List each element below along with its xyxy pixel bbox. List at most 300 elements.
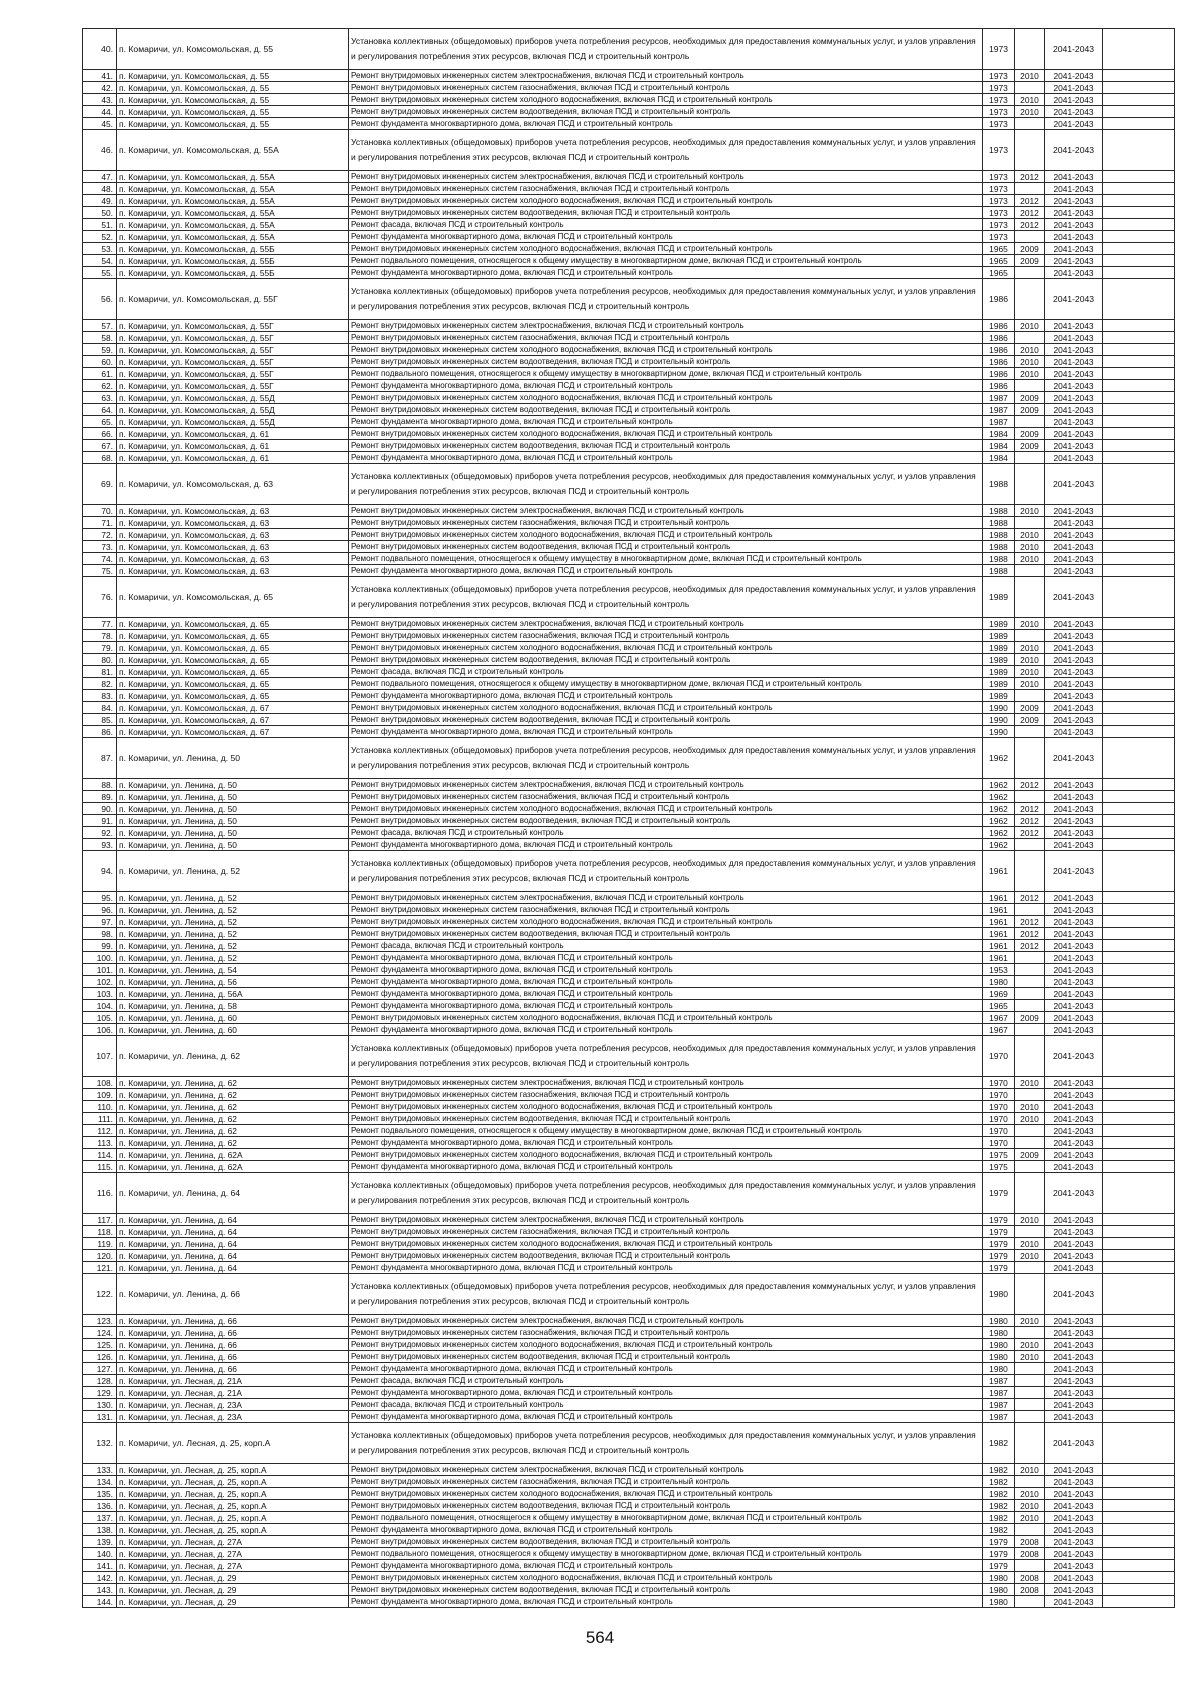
table-row <box>83 1399 1175 1411</box>
empty-cell <box>1103 1548 1175 1560</box>
table-row <box>83 916 1175 928</box>
address-cell: п. Комаричи, ул. Комсомольская, д. 55Г <box>117 368 349 380</box>
year-built-cell: 1970 <box>983 1125 1015 1137</box>
table-row <box>83 1036 1175 1077</box>
last-repair-year-cell: 2009 <box>1015 392 1045 404</box>
work-type-cell: Ремонт подвального помещения, относящегося к общему имуществу в многоквартирном доме, включая ПСД и строительный контроль <box>349 553 983 565</box>
row-number: 41. <box>83 70 117 82</box>
year-built-cell: 1967 <box>983 1024 1015 1036</box>
empty-cell <box>1103 464 1175 505</box>
empty-cell <box>1103 839 1175 851</box>
last-repair-year-cell <box>1015 1363 1045 1375</box>
year-built-cell: 1987 <box>983 416 1015 428</box>
work-type-cell: Ремонт внутридомовых инженерных систем газоснабжения, включая ПСД и строительный контроль <box>349 183 983 195</box>
year-built-cell: 1970 <box>983 1036 1015 1077</box>
empty-cell <box>1103 1375 1175 1387</box>
empty-cell <box>1103 243 1175 255</box>
empty-cell <box>1103 1560 1175 1572</box>
last-repair-year-cell <box>1015 738 1045 779</box>
last-repair-year-cell <box>1015 690 1045 702</box>
row-number: 132. <box>83 1423 117 1464</box>
year-built-cell: 1979 <box>983 1536 1015 1548</box>
row-number: 137. <box>83 1512 117 1524</box>
address-cell: п. Комаричи, ул. Ленина, д. 54 <box>117 964 349 976</box>
empty-cell <box>1103 916 1175 928</box>
work-type-cell: Ремонт внутридомовых инженерных систем холодного водоснабжения, включая ПСД и строительный контроль <box>349 1488 983 1500</box>
table-row <box>83 1411 1175 1423</box>
work-type-cell: Ремонт фундамента многоквартирного дома, включая ПСД и строительный контроль <box>349 976 983 988</box>
last-repair-year-cell: 2010 <box>1015 1101 1045 1113</box>
planned-period-cell: 2041-2043 <box>1045 1250 1103 1262</box>
table-row <box>83 851 1175 892</box>
planned-period-cell: 2041-2043 <box>1045 1315 1103 1327</box>
address-cell: п. Комаричи, ул. Ленина, д. 52 <box>117 916 349 928</box>
planned-period-cell: 2041-2043 <box>1045 219 1103 231</box>
last-repair-year-cell <box>1015 976 1045 988</box>
planned-period-cell: 2041-2043 <box>1045 183 1103 195</box>
year-built-cell: 1965 <box>983 267 1015 279</box>
empty-cell <box>1103 1125 1175 1137</box>
year-built-cell: 1962 <box>983 815 1015 827</box>
work-type-cell: Ремонт внутридомовых инженерных систем холодного водоснабжения, включая ПСД и строительный контроль <box>349 916 983 928</box>
last-repair-year-cell <box>1015 630 1045 642</box>
planned-period-cell: 2041-2043 <box>1045 464 1103 505</box>
empty-cell <box>1103 928 1175 940</box>
row-number: 49. <box>83 195 117 207</box>
work-type-cell: Ремонт фундамента многоквартирного дома, включая ПСД и строительный контроль <box>349 1262 983 1274</box>
last-repair-year-cell: 2010 <box>1015 1250 1045 1262</box>
address-cell: п. Комаричи, ул. Комсомольская, д. 55 <box>117 29 349 70</box>
work-type-cell: Ремонт внутридомовых инженерных систем холодного водоснабжения, включая ПСД и строительный контроль <box>349 392 983 404</box>
empty-cell <box>1103 94 1175 106</box>
work-type-cell: Ремонт фундамента многоквартирного дома, включая ПСД и строительный контроль <box>349 952 983 964</box>
row-number: 65. <box>83 416 117 428</box>
year-built-cell: 1986 <box>983 356 1015 368</box>
address-cell: п. Комаричи, ул. Лесная, д. 23А <box>117 1399 349 1411</box>
planned-period-cell: 2041-2043 <box>1045 320 1103 332</box>
year-built-cell: 1973 <box>983 130 1015 171</box>
address-cell: п. Комаричи, ул. Комсомольская, д. 55 <box>117 118 349 130</box>
last-repair-year-cell <box>1015 183 1045 195</box>
row-number: 62. <box>83 380 117 392</box>
address-cell: п. Комаричи, ул. Комсомольская, д. 55А <box>117 130 349 171</box>
last-repair-year-cell <box>1015 1161 1045 1173</box>
planned-period-cell: 2041-2043 <box>1045 803 1103 815</box>
address-cell: п. Комаричи, ул. Ленина, д. 50 <box>117 791 349 803</box>
work-type-cell: Ремонт внутридомовых инженерных систем газоснабжения, включая ПСД и строительный контроль <box>349 82 983 94</box>
last-repair-year-cell: 2010 <box>1015 1464 1045 1476</box>
row-number: 141. <box>83 1560 117 1572</box>
row-number: 118. <box>83 1226 117 1238</box>
empty-cell <box>1103 654 1175 666</box>
last-repair-year-cell <box>1015 231 1045 243</box>
empty-cell <box>1103 255 1175 267</box>
empty-cell <box>1103 1149 1175 1161</box>
empty-cell <box>1103 380 1175 392</box>
table-row <box>83 380 1175 392</box>
address-cell: п. Комаричи, ул. Комсомольская, д. 63 <box>117 541 349 553</box>
address-cell: п. Комаричи, ул. Ленина, д. 62 <box>117 1137 349 1149</box>
planned-period-cell: 2041-2043 <box>1045 368 1103 380</box>
table-row <box>83 1149 1175 1161</box>
table-row <box>83 243 1175 255</box>
work-type-cell: Ремонт подвального помещения, относящегося к общему имуществу в многоквартирном доме, включая ПСД и строительный контроль <box>349 255 983 267</box>
address-cell: п. Комаричи, ул. Ленина, д. 64 <box>117 1214 349 1226</box>
table-row <box>83 1000 1175 1012</box>
last-repair-year-cell <box>1015 1089 1045 1101</box>
row-number: 46. <box>83 130 117 171</box>
planned-period-cell: 2041-2043 <box>1045 976 1103 988</box>
table-row <box>83 702 1175 714</box>
work-type-cell: Установка коллективных (общедомовых) приборов учета потребления ресурсов, необходимых для предоставления коммунальных услуг, и узлов управления и регулирования потребления этих ресурсов, включая ПСД и строительный контроль <box>349 29 983 70</box>
empty-cell <box>1103 1476 1175 1488</box>
row-number: 87. <box>83 738 117 779</box>
year-built-cell: 1961 <box>983 916 1015 928</box>
empty-cell <box>1103 452 1175 464</box>
address-cell: п. Комаричи, ул. Комсомольская, д. 55Б <box>117 243 349 255</box>
work-type-cell: Ремонт внутридомовых инженерных систем электроснабжения, включая ПСД и строительный контроль <box>349 618 983 630</box>
planned-period-cell: 2041-2043 <box>1045 171 1103 183</box>
table-row <box>83 356 1175 368</box>
work-type-cell: Ремонт фундамента многоквартирного дома, включая ПСД и строительный контроль <box>349 726 983 738</box>
last-repair-year-cell: 2012 <box>1015 207 1045 219</box>
year-built-cell: 1982 <box>983 1476 1015 1488</box>
work-type-cell: Ремонт фасада, включая ПСД и строительный контроль <box>349 666 983 678</box>
last-repair-year-cell <box>1015 577 1045 618</box>
row-number: 102. <box>83 976 117 988</box>
row-number: 96. <box>83 904 117 916</box>
empty-cell <box>1103 505 1175 517</box>
last-repair-year-cell <box>1015 1000 1045 1012</box>
row-number: 94. <box>83 851 117 892</box>
year-built-cell: 1970 <box>983 1113 1015 1125</box>
planned-period-cell: 2041-2043 <box>1045 1536 1103 1548</box>
empty-cell <box>1103 1274 1175 1315</box>
empty-cell <box>1103 1351 1175 1363</box>
table-row <box>83 553 1175 565</box>
last-repair-year-cell: 2012 <box>1015 219 1045 231</box>
year-built-cell: 1988 <box>983 529 1015 541</box>
table-row <box>83 803 1175 815</box>
work-type-cell: Установка коллективных (общедомовых) приборов учета потребления ресурсов, необходимых для предоставления коммунальных услуг, и узлов управления и регулирования потребления этих ресурсов, включая ПСД и строительный контроль <box>349 130 983 171</box>
year-built-cell: 1973 <box>983 207 1015 219</box>
address-cell: п. Комаричи, ул. Ленина, д. 66 <box>117 1339 349 1351</box>
work-type-cell: Ремонт внутридомовых инженерных систем водоотведения, включая ПСД и строительный контроль <box>349 440 983 452</box>
planned-period-cell: 2041-2043 <box>1045 82 1103 94</box>
address-cell: п. Комаричи, ул. Комсомольская, д. 55 <box>117 70 349 82</box>
empty-cell <box>1103 1584 1175 1596</box>
last-repair-year-cell <box>1015 904 1045 916</box>
work-type-cell: Ремонт внутридомовых инженерных систем газоснабжения, включая ПСД и строительный контроль <box>349 1089 983 1101</box>
last-repair-year-cell <box>1015 851 1045 892</box>
row-number: 110. <box>83 1101 117 1113</box>
address-cell: п. Комаричи, ул. Комсомольская, д. 65 <box>117 630 349 642</box>
last-repair-year-cell <box>1015 1560 1045 1572</box>
empty-cell <box>1103 1101 1175 1113</box>
year-built-cell: 1979 <box>983 1250 1015 1262</box>
table-row <box>83 1375 1175 1387</box>
address-cell: п. Комаричи, ул. Комсомольская, д. 55Д <box>117 416 349 428</box>
last-repair-year-cell <box>1015 130 1045 171</box>
planned-period-cell: 2041-2043 <box>1045 243 1103 255</box>
last-repair-year-cell: 2010 <box>1015 1113 1045 1125</box>
work-type-cell: Ремонт подвального помещения, относящегося к общему имуществу в многоквартирном доме, включая ПСД и строительный контроль <box>349 1125 983 1137</box>
table-row <box>83 666 1175 678</box>
last-repair-year-cell: 2012 <box>1015 916 1045 928</box>
address-cell: п. Комаричи, ул. Комсомольская, д. 55Д <box>117 404 349 416</box>
last-repair-year-cell <box>1015 988 1045 1000</box>
table-row <box>83 791 1175 803</box>
empty-cell <box>1103 1572 1175 1584</box>
empty-cell <box>1103 332 1175 344</box>
year-built-cell: 1973 <box>983 195 1015 207</box>
empty-cell <box>1103 231 1175 243</box>
year-built-cell: 1982 <box>983 1423 1015 1464</box>
address-cell: п. Комаричи, ул. Ленина, д. 62 <box>117 1089 349 1101</box>
planned-period-cell: 2041-2043 <box>1045 1101 1103 1113</box>
table-row <box>83 1274 1175 1315</box>
table-row <box>83 642 1175 654</box>
planned-period-cell: 2041-2043 <box>1045 195 1103 207</box>
work-type-cell: Установка коллективных (общедомовых) приборов учета потребления ресурсов, необходимых для предоставления коммунальных услуг, и узлов управления и регулирования потребления этих ресурсов, включая ПСД и строительный контроль <box>349 1036 983 1077</box>
year-built-cell: 1979 <box>983 1238 1015 1250</box>
row-number: 78. <box>83 630 117 642</box>
year-built-cell: 1987 <box>983 1399 1015 1411</box>
year-built-cell: 1970 <box>983 1089 1015 1101</box>
work-type-cell: Ремонт внутридомовых инженерных систем газоснабжения, включая ПСД и строительный контроль <box>349 517 983 529</box>
address-cell: п. Комаричи, ул. Комсомольская, д. 55А <box>117 195 349 207</box>
address-cell: п. Комаричи, ул. Ленина, д. 66 <box>117 1274 349 1315</box>
row-number: 125. <box>83 1339 117 1351</box>
work-type-cell: Ремонт фундамента многоквартирного дома, включая ПСД и строительный контроль <box>349 452 983 464</box>
work-type-cell: Ремонт внутридомовых инженерных систем холодного водоснабжения, включая ПСД и строительный контроль <box>349 344 983 356</box>
work-type-cell: Ремонт внутридомовых инженерных систем водоотведения, включая ПСД и строительный контроль <box>349 356 983 368</box>
row-number: 68. <box>83 452 117 464</box>
last-repair-year-cell: 2010 <box>1015 1238 1045 1250</box>
planned-period-cell: 2041-2043 <box>1045 678 1103 690</box>
row-number: 83. <box>83 690 117 702</box>
row-number: 91. <box>83 815 117 827</box>
table-row <box>83 517 1175 529</box>
table-row <box>83 1214 1175 1226</box>
work-type-cell: Ремонт внутридомовых инженерных систем газоснабжения, включая ПСД и строительный контроль <box>349 332 983 344</box>
planned-period-cell: 2041-2043 <box>1045 1524 1103 1536</box>
planned-period-cell: 2041-2043 <box>1045 207 1103 219</box>
address-cell: п. Комаричи, ул. Комсомольская, д. 55А <box>117 231 349 243</box>
table-row <box>83 404 1175 416</box>
work-type-cell: Установка коллективных (общедомовых) приборов учета потребления ресурсов, необходимых для предоставления коммунальных услуг, и узлов управления и регулирования потребления этих ресурсов, включая ПСД и строительный контроль <box>349 738 983 779</box>
work-type-cell: Установка коллективных (общедомовых) приборов учета потребления ресурсов, необходимых для предоставления коммунальных услуг, и узлов управления и регулирования потребления этих ресурсов, включая ПСД и строительный контроль <box>349 1423 983 1464</box>
work-type-cell: Ремонт внутридомовых инженерных систем электроснабжения, включая ПСД и строительный контроль <box>349 320 983 332</box>
row-number: 142. <box>83 1572 117 1584</box>
year-built-cell: 1984 <box>983 440 1015 452</box>
planned-period-cell: 2041-2043 <box>1045 380 1103 392</box>
address-cell: п. Комаричи, ул. Ленина, д. 50 <box>117 738 349 779</box>
year-built-cell: 1987 <box>983 404 1015 416</box>
year-built-cell: 1973 <box>983 171 1015 183</box>
empty-cell <box>1103 678 1175 690</box>
last-repair-year-cell <box>1015 1411 1045 1423</box>
table-row <box>83 1548 1175 1560</box>
year-built-cell: 1962 <box>983 791 1015 803</box>
address-cell: п. Комаричи, ул. Ленина, д. 62А <box>117 1161 349 1173</box>
empty-cell <box>1103 1137 1175 1149</box>
year-built-cell: 1987 <box>983 1387 1015 1399</box>
table-row <box>83 726 1175 738</box>
work-type-cell: Ремонт внутридомовых инженерных систем газоснабжения, включая ПСД и строительный контроль <box>349 1226 983 1238</box>
planned-period-cell: 2041-2043 <box>1045 1351 1103 1363</box>
last-repair-year-cell <box>1015 1399 1045 1411</box>
planned-period-cell: 2041-2043 <box>1045 1572 1103 1584</box>
planned-period-cell: 2041-2043 <box>1045 1596 1103 1608</box>
row-number: 43. <box>83 94 117 106</box>
work-type-cell: Ремонт фундамента многоквартирного дома, включая ПСД и строительный контроль <box>349 231 983 243</box>
planned-period-cell: 2041-2043 <box>1045 1262 1103 1274</box>
planned-period-cell: 2041-2043 <box>1045 1399 1103 1411</box>
work-type-cell: Ремонт фундамента многоквартирного дома, включая ПСД и строительный контроль <box>349 565 983 577</box>
address-cell: п. Комаричи, ул. Ленина, д. 50 <box>117 779 349 791</box>
table-row <box>83 70 1175 82</box>
last-repair-year-cell: 2010 <box>1015 654 1045 666</box>
empty-cell <box>1103 344 1175 356</box>
year-built-cell: 1982 <box>983 1488 1015 1500</box>
table-row <box>83 690 1175 702</box>
planned-period-cell: 2041-2043 <box>1045 118 1103 130</box>
empty-cell <box>1103 1411 1175 1423</box>
table-row <box>83 1327 1175 1339</box>
table-row <box>83 565 1175 577</box>
planned-period-cell: 2041-2043 <box>1045 1560 1103 1572</box>
work-type-cell: Ремонт внутридомовых инженерных систем водоотведения, включая ПСД и строительный контроль <box>349 1250 983 1262</box>
year-built-cell: 1973 <box>983 231 1015 243</box>
work-type-cell: Ремонт внутридомовых инженерных систем водоотведения, включая ПСД и строительный контроль <box>349 928 983 940</box>
last-repair-year-cell: 2012 <box>1015 195 1045 207</box>
work-type-cell: Ремонт внутридомовых инженерных систем холодного водоснабжения, включая ПСД и строительный контроль <box>349 1572 983 1584</box>
row-number: 108. <box>83 1077 117 1089</box>
row-number: 122. <box>83 1274 117 1315</box>
address-cell: п. Комаричи, ул. Комсомольская, д. 67 <box>117 726 349 738</box>
row-number: 134. <box>83 1476 117 1488</box>
year-built-cell: 1962 <box>983 803 1015 815</box>
planned-period-cell: 2041-2043 <box>1045 1548 1103 1560</box>
year-built-cell: 1987 <box>983 392 1015 404</box>
year-built-cell: 1979 <box>983 1262 1015 1274</box>
planned-period-cell: 2041-2043 <box>1045 1012 1103 1024</box>
year-built-cell: 1989 <box>983 630 1015 642</box>
address-cell: п. Комаричи, ул. Комсомольская, д. 61 <box>117 440 349 452</box>
last-repair-year-cell: 2012 <box>1015 803 1045 815</box>
empty-cell <box>1103 1238 1175 1250</box>
row-number: 120. <box>83 1250 117 1262</box>
planned-period-cell: 2041-2043 <box>1045 1476 1103 1488</box>
row-number: 72. <box>83 529 117 541</box>
address-cell: п. Комаричи, ул. Комсомольская, д. 55Б <box>117 255 349 267</box>
row-number: 71. <box>83 517 117 529</box>
work-type-cell: Ремонт фундамента многоквартирного дома, включая ПСД и строительный контроль <box>349 118 983 130</box>
table-row <box>83 928 1175 940</box>
planned-period-cell: 2041-2043 <box>1045 1214 1103 1226</box>
row-number: 79. <box>83 642 117 654</box>
address-cell: п. Комаричи, ул. Комсомольская, д. 55Г <box>117 332 349 344</box>
address-cell: п. Комаричи, ул. Комсомольская, д. 65 <box>117 678 349 690</box>
row-number: 130. <box>83 1399 117 1411</box>
row-number: 119. <box>83 1238 117 1250</box>
planned-period-cell: 2041-2043 <box>1045 690 1103 702</box>
last-repair-year-cell: 2008 <box>1015 1572 1045 1584</box>
work-type-cell: Ремонт внутридомовых инженерных систем электроснабжения, включая ПСД и строительный контроль <box>349 171 983 183</box>
work-type-cell: Ремонт внутридомовых инженерных систем водоотведения, включая ПСД и строительный контроль <box>349 714 983 726</box>
table-row <box>83 1596 1175 1608</box>
year-built-cell: 1986 <box>983 344 1015 356</box>
year-built-cell: 1988 <box>983 464 1015 505</box>
year-built-cell: 1989 <box>983 690 1015 702</box>
row-number: 114. <box>83 1149 117 1161</box>
year-built-cell: 1970 <box>983 1137 1015 1149</box>
row-number: 89. <box>83 791 117 803</box>
last-repair-year-cell: 2010 <box>1015 1351 1045 1363</box>
row-number: 75. <box>83 565 117 577</box>
address-cell: п. Комаричи, ул. Комсомольская, д. 63 <box>117 464 349 505</box>
planned-period-cell: 2041-2043 <box>1045 106 1103 118</box>
last-repair-year-cell: 2010 <box>1015 70 1045 82</box>
table-row <box>83 1137 1175 1149</box>
last-repair-year-cell: 2008 <box>1015 1548 1045 1560</box>
table-row <box>83 1560 1175 1572</box>
address-cell: п. Комаричи, ул. Лесная, д. 25, корп.А <box>117 1488 349 1500</box>
address-cell: п. Комаричи, ул. Комсомольская, д. 65 <box>117 654 349 666</box>
last-repair-year-cell <box>1015 517 1045 529</box>
last-repair-year-cell <box>1015 1036 1045 1077</box>
year-built-cell: 1961 <box>983 892 1015 904</box>
table-row <box>83 195 1175 207</box>
empty-cell <box>1103 171 1175 183</box>
empty-cell <box>1103 1315 1175 1327</box>
row-number: 56. <box>83 279 117 320</box>
table-row <box>83 416 1175 428</box>
address-cell: п. Комаричи, ул. Ленина, д. 62 <box>117 1036 349 1077</box>
row-number: 115. <box>83 1161 117 1173</box>
planned-period-cell: 2041-2043 <box>1045 452 1103 464</box>
address-cell: п. Комаричи, ул. Комсомольская, д. 55Г <box>117 279 349 320</box>
empty-cell <box>1103 29 1175 70</box>
last-repair-year-cell <box>1015 1476 1045 1488</box>
table-row <box>83 440 1175 452</box>
year-built-cell: 1965 <box>983 1000 1015 1012</box>
row-number: 116. <box>83 1173 117 1214</box>
year-built-cell: 1961 <box>983 904 1015 916</box>
planned-period-cell: 2041-2043 <box>1045 1024 1103 1036</box>
address-cell: п. Комаричи, ул. Комсомольская, д. 61 <box>117 452 349 464</box>
planned-period-cell: 2041-2043 <box>1045 952 1103 964</box>
table-row <box>83 1226 1175 1238</box>
last-repair-year-cell: 2012 <box>1015 827 1045 839</box>
last-repair-year-cell: 2010 <box>1015 344 1045 356</box>
table-row <box>83 1238 1175 1250</box>
row-number: 144. <box>83 1596 117 1608</box>
work-type-cell: Установка коллективных (общедомовых) приборов учета потребления ресурсов, необходимых для предоставления коммунальных услуг, и узлов управления и регулирования потребления этих ресурсов, включая ПСД и строительный контроль <box>349 464 983 505</box>
last-repair-year-cell: 2010 <box>1015 356 1045 368</box>
last-repair-year-cell <box>1015 839 1045 851</box>
year-built-cell: 1965 <box>983 255 1015 267</box>
last-repair-year-cell <box>1015 726 1045 738</box>
row-number: 124. <box>83 1327 117 1339</box>
year-built-cell: 1986 <box>983 380 1015 392</box>
year-built-cell: 1980 <box>983 1274 1015 1315</box>
table-row <box>83 255 1175 267</box>
planned-period-cell: 2041-2043 <box>1045 517 1103 529</box>
table-row <box>83 320 1175 332</box>
row-number: 44. <box>83 106 117 118</box>
